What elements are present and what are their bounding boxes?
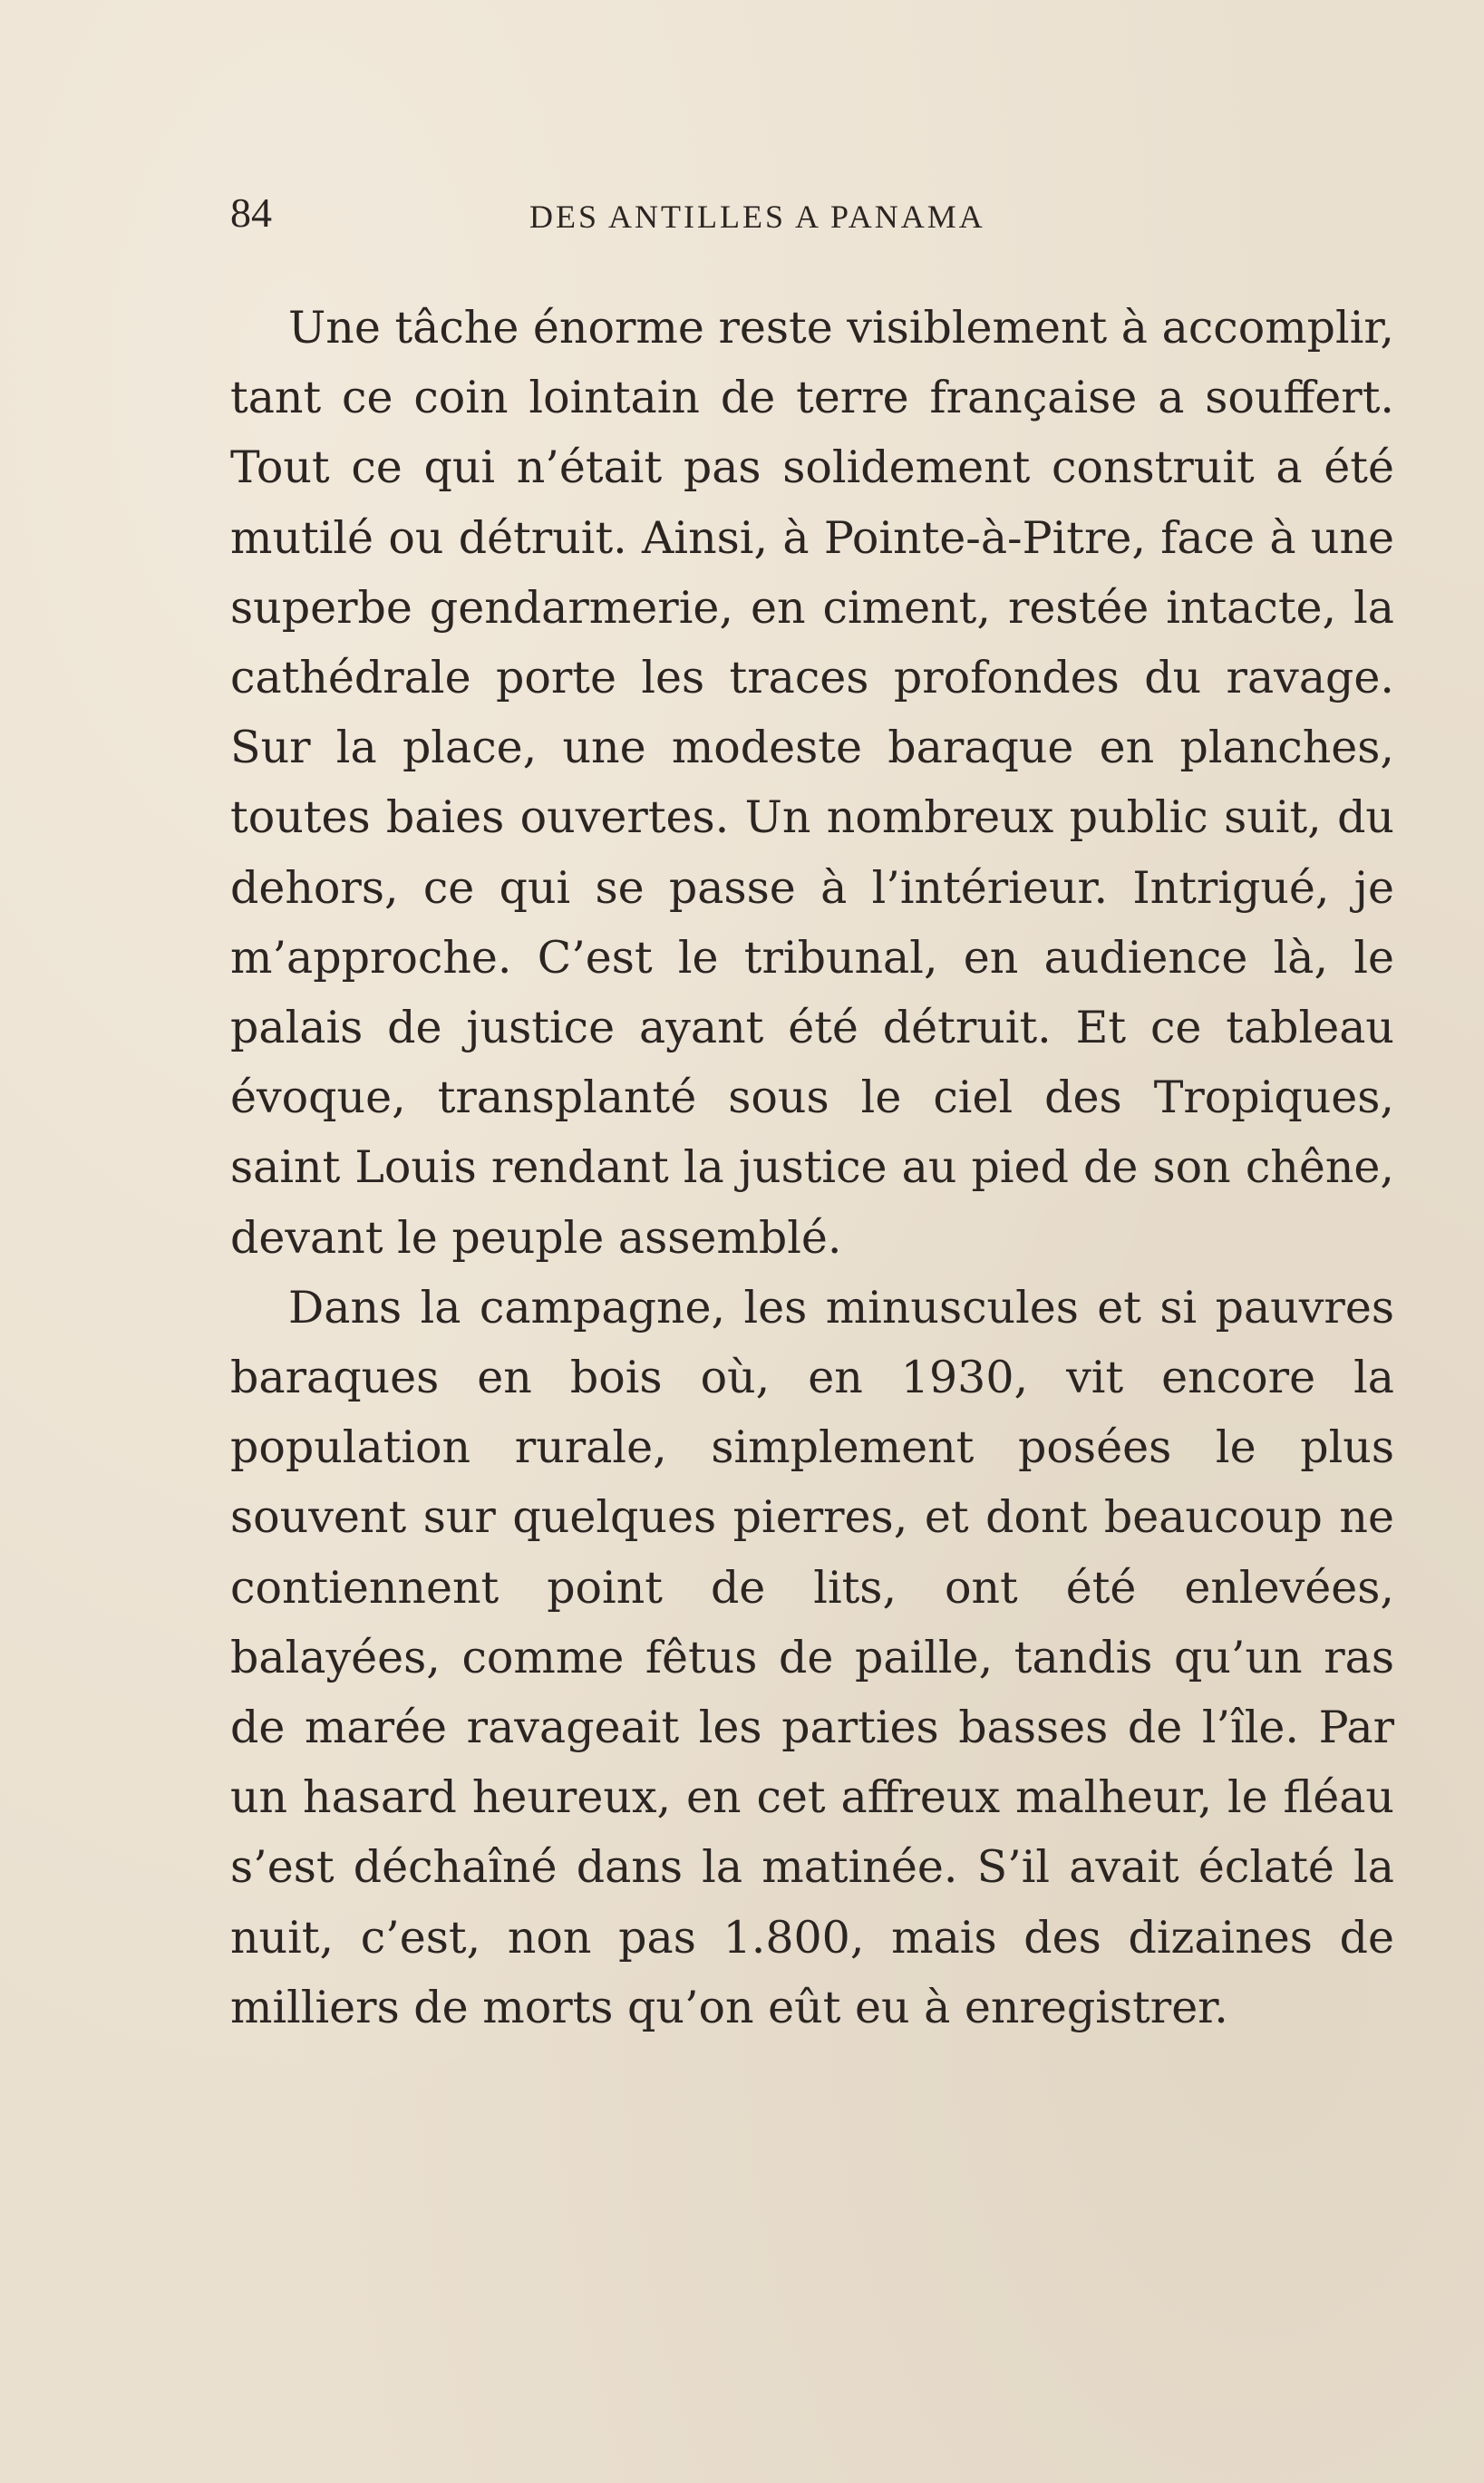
paragraph: Dans la campagne, les minuscules et si pauvres baraques en bois où, en 1930, vit encore la population rurale, simplement posées le plus souvent sur quelques pierres, et dont beaucoup ne contiennent point de lits, ont été enlevées, balayées, comme fêtus de paille, tandis qu’un ras de marée ravageait les parties basses de l’île. Par un hasard heureux, en cet affreux malheur, le fléau s’est déchaîné dans la matinée. S’il avait éclaté la nuit, c’est, non pas 1.800, mais des dizaines de milliers de morts qu’on eût eu à enregistrer.: [230, 1281, 1394, 2033]
running-head: [230, 186, 1400, 240]
page-number: 84: [230, 189, 272, 236]
paragraph: Une tâche énorme reste visiblement à accomplir, tant ce coin lointain de terre française a souffert. Tout ce qui n’était pas solidement construit a été mutilé ou détruit. Ainsi, à Pointe-à-Pitre, face à une superbe gendarmerie, en ciment, restée intacte, la cathédrale porte les traces profondes du ravage. Sur la place, une modeste baraque en planches, toutes baies ouvertes. Un nombreux public suit, du dehors, ce qui se passe à l’intérieur. Intrigué, je m’approche. C’est le tribunal, en audience là, le palais de justice ayant été détruit. Et ce tableau évoque, transplanté sous le ciel des Tropiques, saint Louis rendant la justice au pied de son chêne, devant le peuple assemblé.: [230, 302, 1394, 1264]
running-title: DES ANTILLES A PANAMA: [529, 199, 985, 235]
body-text: [230, 293, 1394, 2042]
